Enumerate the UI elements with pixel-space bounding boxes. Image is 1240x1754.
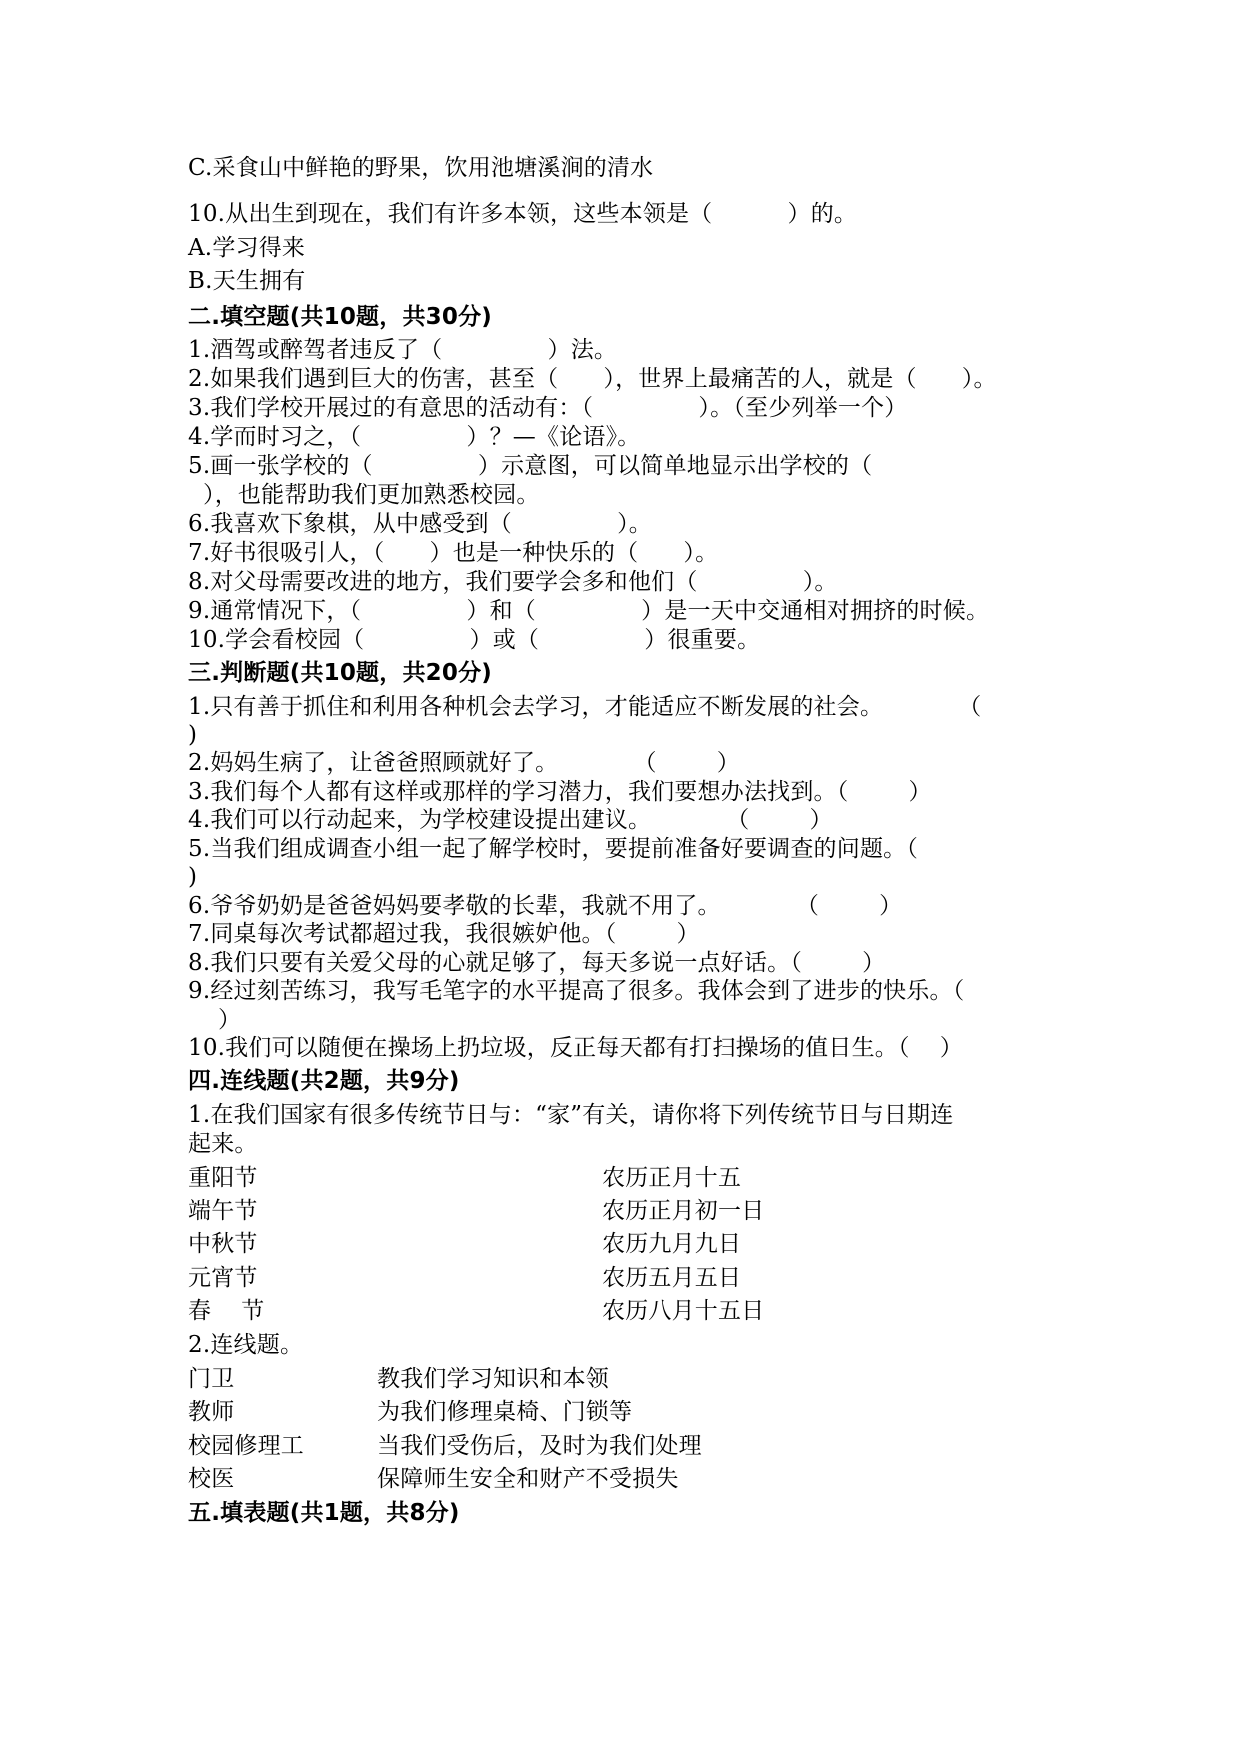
q9-option-c: C.采食山中鲜艳的野果，饮用池塘溪涧的清水 xyxy=(188,155,654,181)
tf-question: 7.同桌每次考试都超过我，我很嫉妒他。（ ） xyxy=(188,921,700,947)
fill-question: 3.我们学校开展过的有意思的活动有：（ ）。（至少列举一个） xyxy=(188,395,908,421)
fill-question: 10.学会看校园（ ）或（ ）很重要。 xyxy=(188,627,761,653)
festival-item[interactable]: 元宵节 xyxy=(188,1265,258,1291)
tf-question: 1.只有善于抓住和利用各种机会去学习，才能适应不断发展的社会。 （ xyxy=(188,694,982,720)
match-q2-stem: 2.连线题。 xyxy=(188,1332,304,1358)
fill-question: ），也能帮助我们更加熟悉校园。 xyxy=(188,482,540,508)
section-heading-matching: 四.连线题(共2题，共9分) xyxy=(188,1068,460,1094)
section-heading-table: 五.填表题(共1题，共8分) xyxy=(188,1500,460,1526)
fill-question: 2.如果我们遇到巨大的伤害，甚至（ ），世界上最痛苦的人，就是（ ）。 xyxy=(188,366,997,392)
fill-question: 8.对父母需要改进的地方，我们要学会多和他们（ ）。 xyxy=(188,569,838,595)
tf-question: 2.妈妈生病了，让爸爸照顾就好了。 （ ） xyxy=(188,750,740,776)
q10-stem: 10.从出生到现在，我们有许多本领，这些本领是（ ）的。 xyxy=(188,201,858,227)
role-item[interactable]: 门卫 xyxy=(188,1366,235,1392)
role-item[interactable]: 校医 xyxy=(188,1466,235,1492)
festival-item[interactable]: 端午节 xyxy=(188,1198,258,1224)
date-item[interactable]: 农历五月五日 xyxy=(602,1265,742,1291)
fill-question: 6.我喜欢下象棋，从中感受到（ ）。 xyxy=(188,511,652,537)
tf-question: 8.我们只要有关爱父母的心就足够了，每天多说一点好话。（ ） xyxy=(188,950,886,976)
tf-question: 9.经过刻苦练习，我写毛笔字的水平提高了很多。我体会到了进步的快乐。（ xyxy=(188,978,965,1004)
date-item[interactable]: 农历九月九日 xyxy=(602,1231,742,1257)
match-q1-stem: 起来。 xyxy=(188,1131,258,1157)
festival-item[interactable]: 春 节 xyxy=(188,1298,265,1324)
tf-question: ) xyxy=(188,722,198,748)
duty-item[interactable]: 保障师生安全和财产不受损失 xyxy=(377,1466,679,1492)
tf-question: ) xyxy=(188,864,198,890)
date-item[interactable]: 农历正月十五 xyxy=(602,1165,742,1191)
match-q1-stem: 1.在我们国家有很多传统节日与：“家”有关，请你将下列传统节日与日期连 xyxy=(188,1102,954,1128)
fill-question: 7.好书很吸引人，（ ）也是一种快乐的（ ）。 xyxy=(188,540,719,566)
festival-item[interactable]: 重阳节 xyxy=(188,1165,258,1191)
date-item[interactable]: 农历八月十五日 xyxy=(602,1298,765,1324)
duty-item[interactable]: 当我们受伤后，及时为我们处理 xyxy=(377,1433,702,1459)
tf-question: 3.我们每个人都有这样或那样的学习潜力，我们要想办法找到。（ ） xyxy=(188,779,932,805)
date-item[interactable]: 农历正月初一日 xyxy=(602,1198,765,1224)
fill-question: 4.学而时习之，（ ）？—《论语》。 xyxy=(188,424,641,450)
tf-question: 10.我们可以随便在操场上扔垃圾，反正每天都有打扫操场的值日生。（ ） xyxy=(188,1035,963,1061)
section-heading-true-false: 三.判断题(共10题，共20分) xyxy=(188,660,492,686)
fill-question: 1.酒驾或醉驾者违反了（ ）法。 xyxy=(188,337,618,363)
duty-item[interactable]: 为我们修理桌椅、门锁等 xyxy=(377,1399,633,1425)
duty-item[interactable]: 教我们学习知识和本领 xyxy=(377,1366,609,1392)
tf-question: 5.当我们组成调查小组一起了解学校时，要提前准备好要调查的问题。（ xyxy=(188,836,919,862)
q10-option-b: B.天生拥有 xyxy=(188,268,306,294)
tf-question: 4.我们可以行动起来，为学校建设提出建议。 （ ） xyxy=(188,807,833,833)
section-heading-fill-in: 二.填空题(共10题，共30分) xyxy=(188,304,492,330)
fill-question: 9.通常情况下，（ ）和（ ）是一天中交通相对拥挤的时候。 xyxy=(188,598,990,624)
festival-item[interactable]: 中秋节 xyxy=(188,1231,258,1257)
tf-question: 6.爷爷奶奶是爸爸妈妈要孝敬的长辈，我就不用了。 （ ） xyxy=(188,893,903,919)
q10-option-a: A.学习得来 xyxy=(188,235,306,261)
tf-question: ） xyxy=(188,1007,242,1033)
role-item[interactable]: 教师 xyxy=(188,1399,235,1425)
fill-question: 5.画一张学校的（ ）示意图，可以简单地显示出学校的（ xyxy=(188,453,873,479)
role-item[interactable]: 校园修理工 xyxy=(188,1433,304,1459)
